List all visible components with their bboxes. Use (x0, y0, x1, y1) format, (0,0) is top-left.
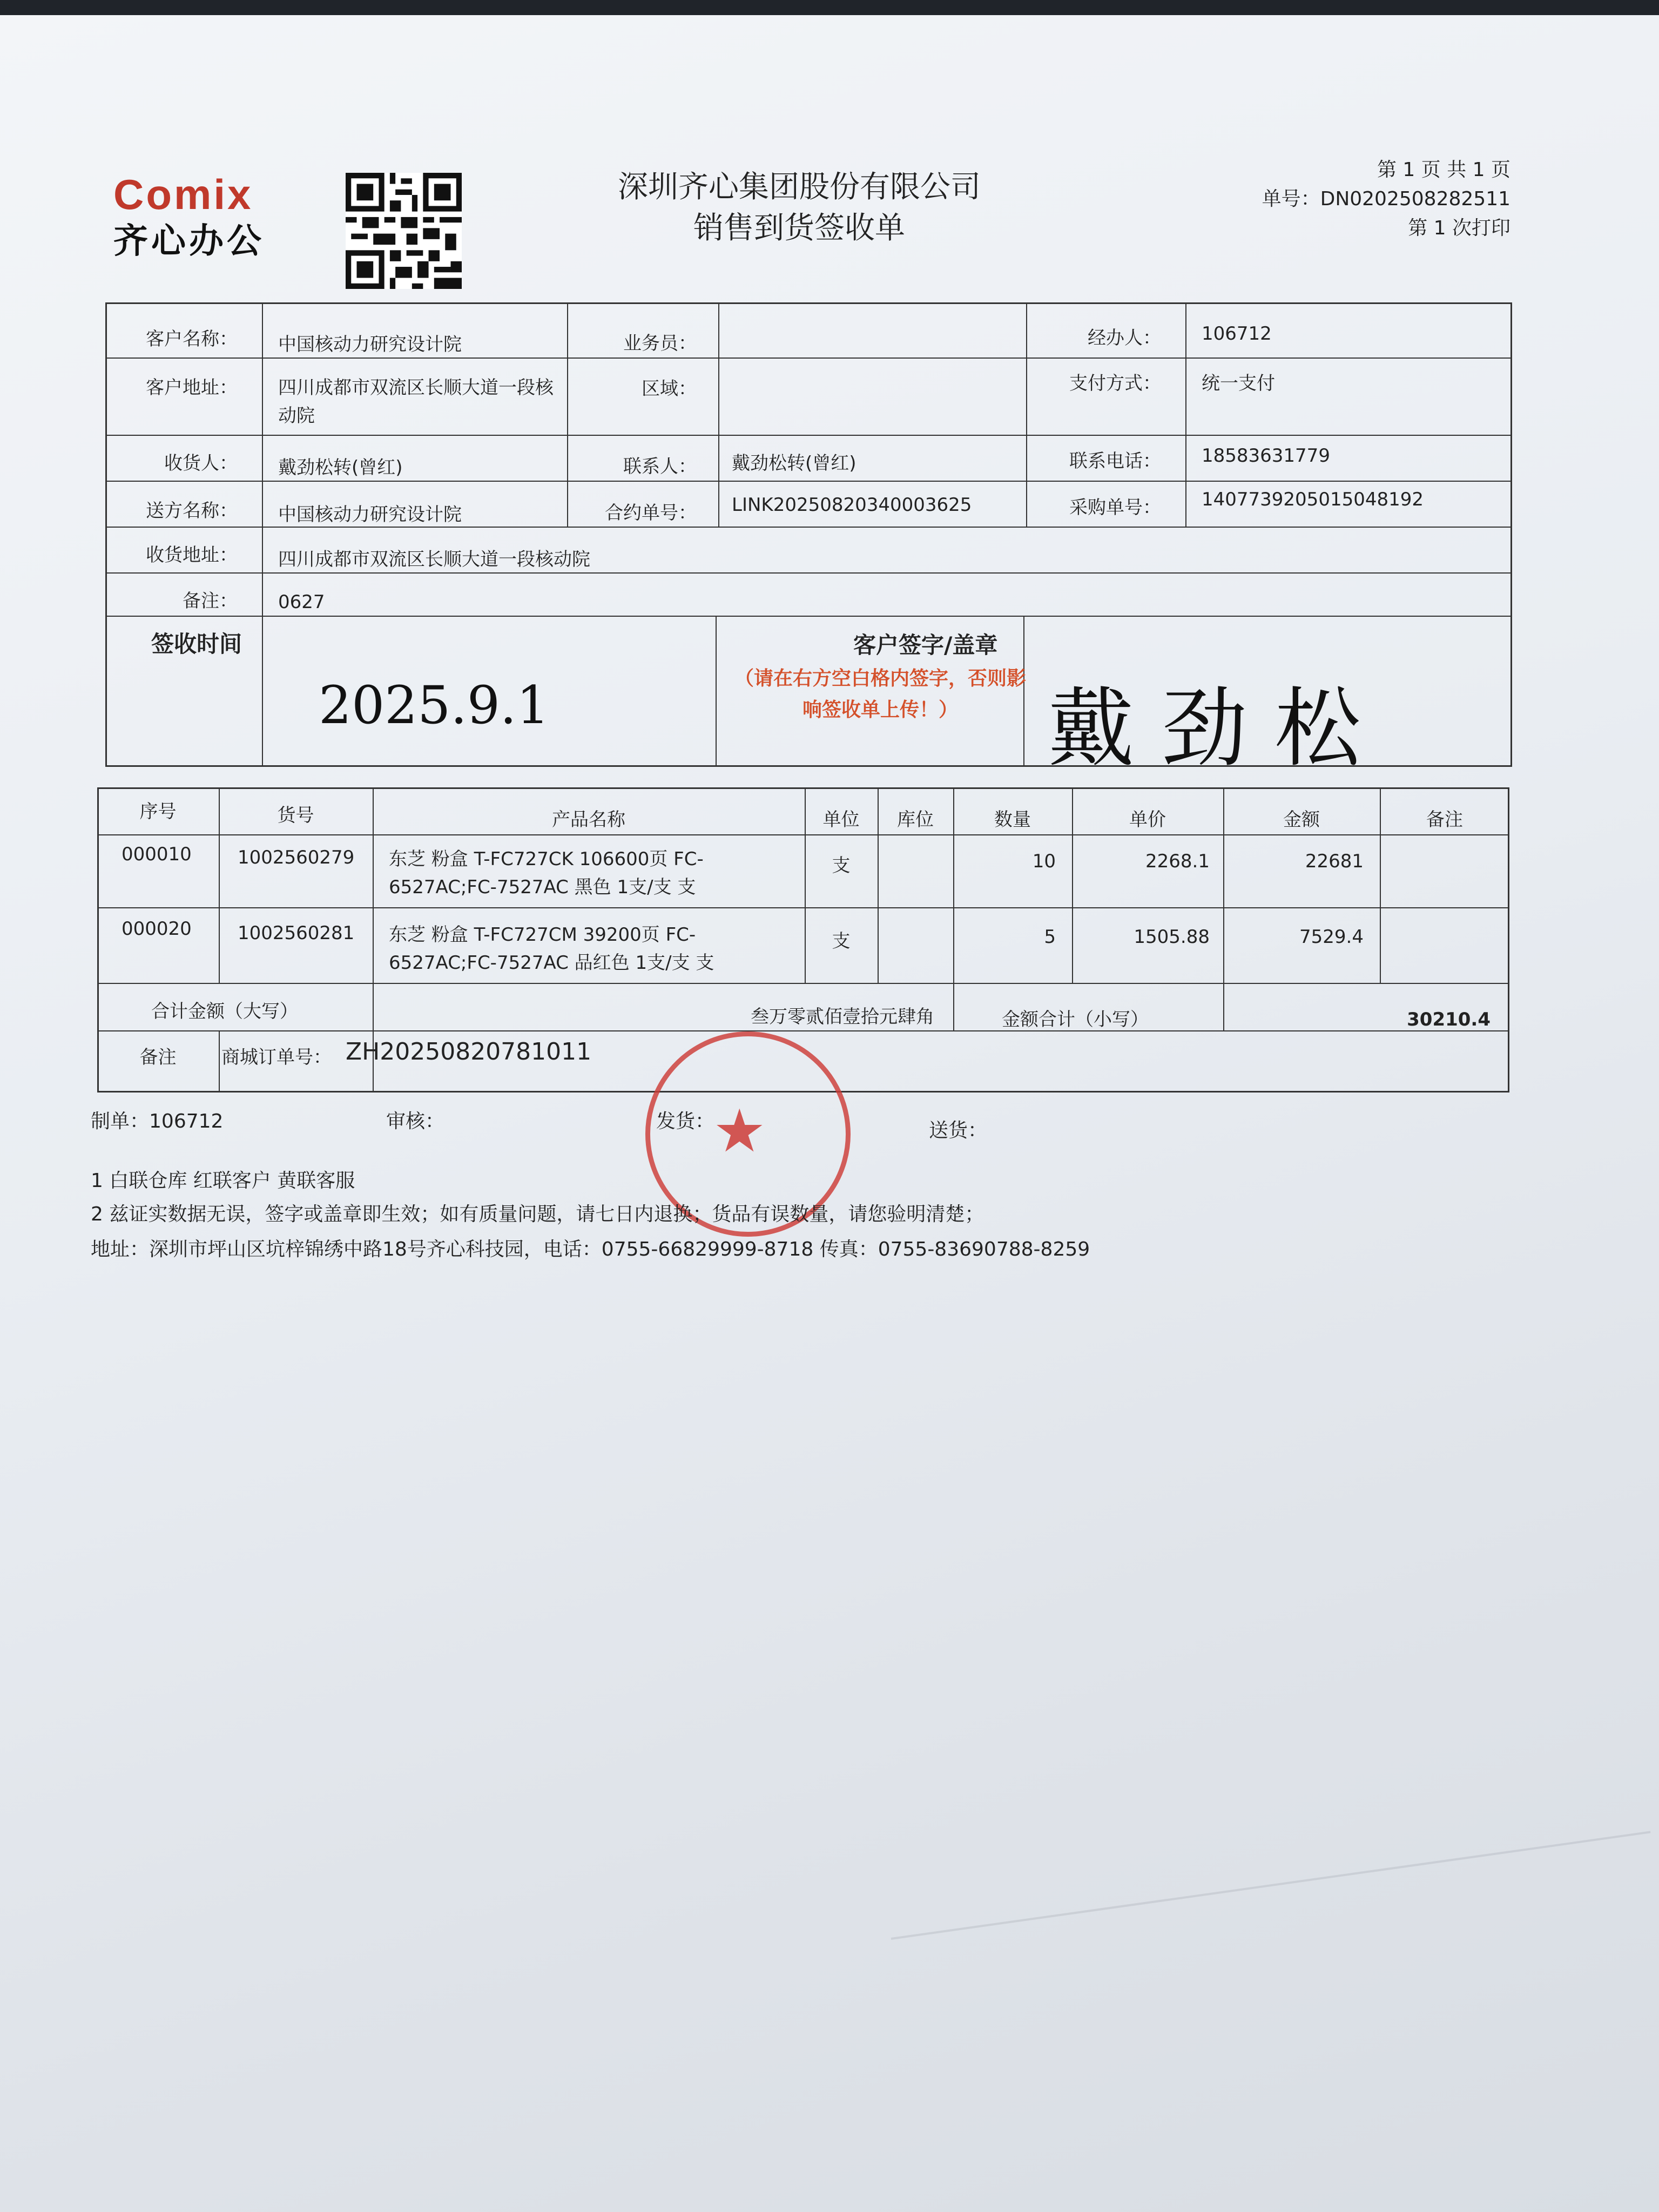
payment-label: 支付方式： (1069, 373, 1161, 394)
col-product-name: 产品名称 (552, 809, 625, 831)
delivery-address-label: 收货地址： (146, 544, 238, 566)
print-count: 第 1 次打印 (1408, 217, 1510, 239)
col-code: 货号 (277, 805, 314, 826)
order-number: 单号：DN0202508282511 (1262, 188, 1510, 210)
terms-note: 2 兹证实数据无误，签字或盖章即生效；如有质量问题，请七日内退换；货品有误数量，请您验明清楚； (91, 1203, 984, 1225)
handwritten-signature: 戴劲松 (1048, 678, 1388, 779)
mall-order-number: ZH20250820781011 (346, 1038, 592, 1065)
company-name: 深圳齐心集团股份有限公司 (618, 170, 981, 205)
col-location: 库位 (897, 809, 934, 831)
brand-name: 齐心办公 (113, 221, 265, 261)
receiver: 戴劲松转(曾红) (278, 457, 403, 478)
sign-label: 客户签字/盖章 (853, 632, 998, 658)
total-upper: 叁万零贰佰壹拾元肆角 (751, 1006, 934, 1028)
copy-distribution: 1 白联仓库 红联客户 黄联客服 (91, 1170, 355, 1192)
payment-method: 统一支付 (1202, 373, 1275, 394)
deliver-label: 送货： (929, 1120, 988, 1142)
contact-label: 联系人： (623, 456, 697, 477)
salesperson-label: 业务员： (623, 333, 697, 354)
remark: 0627 (278, 591, 325, 613)
col-unit: 单位 (822, 809, 860, 831)
page-info (1262, 156, 1510, 243)
customer-name: 中国核动力研究设计院 (278, 334, 462, 355)
sign-time-label: 签收时间 (151, 631, 242, 657)
ship-to-label: 送方名称： (146, 500, 238, 522)
handler: 106712 (1202, 323, 1272, 345)
seal-star-icon: ★ (713, 1096, 766, 1165)
col-amount: 金额 (1283, 809, 1320, 831)
purchase-number: 1407739205015048192 (1202, 489, 1424, 510)
sign-warning: （请在右方空白格内签字，否则影响签收单上传！） (734, 667, 1027, 721)
contract-number: LINK20250820340003625 (732, 494, 972, 516)
col-note: 备注 (1426, 809, 1463, 831)
contract-label: 合约单号： (605, 502, 697, 524)
handler-label: 经办人： (1088, 327, 1161, 349)
customer-name-label: 客户名称： (146, 328, 238, 350)
contact: 戴劲松转(曾红) (732, 453, 857, 474)
receiver-label: 收货人： (164, 453, 238, 474)
phone: 18583631779 (1202, 445, 1330, 467)
document-title: 销售到货签收单 (693, 211, 905, 246)
customer-address-label: 客户地址： (146, 377, 238, 399)
mall-order-label: 商城订单号： (221, 1047, 332, 1068)
total-lower-label: 金额合计（小写） (1002, 1009, 1149, 1030)
purchase-label: 采购单号： (1069, 497, 1161, 518)
review-label: 审核： (386, 1110, 445, 1132)
handwritten-sign-date: 2025.9.1 (319, 675, 550, 736)
items-remark-label: 备注 (139, 1047, 177, 1068)
remark-label: 备注： (183, 590, 238, 612)
company-address: 地址：深圳市坪山区坑梓锦绣中路18号齐心科技园，电话：0755-66829999-8718 传真：0755-83690788-8259 (91, 1238, 1090, 1260)
customer-address: 四川成都市双流区长顺大道一段核动院 (278, 377, 554, 427)
col-unit-price: 单价 (1129, 809, 1166, 831)
ship-to: 中国核动力研究设计院 (278, 504, 462, 525)
total-lower: 30210.4 (1407, 1009, 1491, 1030)
paper-crease (891, 1831, 1651, 1940)
delivery-address: 四川成都市双流区长顺大道一段核动院 (278, 549, 590, 570)
region-label: 区域： (642, 378, 697, 400)
qr-code-icon (346, 173, 462, 289)
maker: 制单：106712 (91, 1110, 224, 1132)
comix-logo: Comix (113, 171, 253, 218)
col-seq: 序号 (139, 801, 177, 822)
page-number: 第 1 页 共 1 页 (1377, 159, 1510, 181)
col-quantity: 数量 (994, 809, 1031, 831)
ship-label: 发货： (656, 1110, 715, 1132)
phone-label: 联系电话： (1069, 450, 1161, 472)
total-upper-label: 合计金额（大写） (151, 1001, 298, 1022)
